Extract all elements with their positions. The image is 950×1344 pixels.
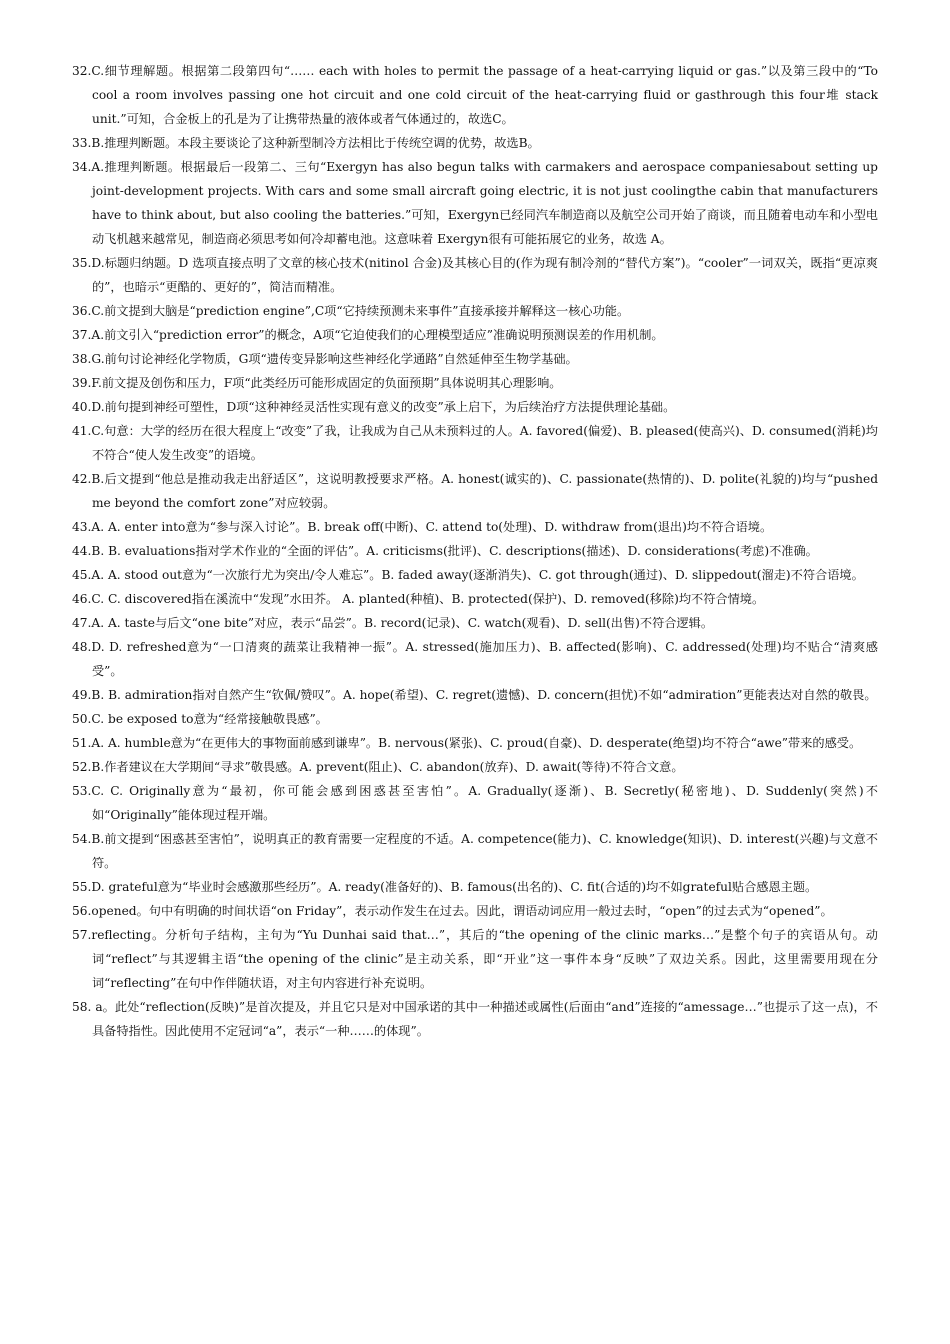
answer-item-38 — [72, 347, 878, 371]
item-number: 58. — [72, 1000, 92, 1014]
item-number: 39. — [72, 376, 92, 390]
answer-item-46 — [72, 587, 878, 611]
answer-item-52 — [72, 755, 878, 779]
answer-item-40 — [72, 395, 878, 419]
item-text: C.前文提到大脑是“prediction engine”,C项“它持续预测未来事件”直接承接并解释这一核心功能。 — [91, 304, 630, 318]
answer-item-57 — [72, 923, 878, 995]
item-number: 45. — [72, 568, 92, 582]
item-number: 47. — [72, 616, 92, 630]
answer-item-32 — [72, 59, 878, 131]
item-number: 46. — [72, 592, 92, 606]
answer-item-56 — [72, 899, 878, 923]
item-text: B. B. admiration指对自然产生“钦佩/赞叹”。A. hope(希望)、C. regret(遗憾)、D. concern(担忧)不如“admiration”更能表达对自然的敬畏。 — [91, 688, 877, 702]
item-text: C. C. Originally意为“最初，你可能会感到困惑甚至害怕”。A. Gradually(逐渐)、B. Secretly(秘密地)、D. Suddenly(突然)不如“Originally”能体现过程开端。 — [91, 784, 878, 822]
item-number: 57. — [72, 928, 92, 942]
item-text: F.前文提及创伤和压力，F项“此类经历可能形成固定的负面预期”具体说明其心理影响。 — [91, 376, 562, 390]
item-text: A.推理判断题。根据最后一段第二、三句“Exergyn has also begun talks with carmakers and aerospace companiesabout setting up joint-development projects. With cars and some small aircraft going electric, it is not just coolingthe cabin that manufacturers have to think about, but also cooling the batteries.”可知，Exergyn已经同汽车制造商以及航空公司开始了商谈，而且随着电动车和小型电动飞机越来越常见，制造商必须思考如何冷却蓄电池。这意味着 Exergyn很有可能拓展它的业务，故选 A。 — [91, 160, 878, 246]
answer-item-53 — [72, 779, 878, 827]
item-number: 44. — [72, 544, 92, 558]
item-number: 35. — [72, 256, 92, 270]
item-text: D.前句提到神经可塑性，D项“这种神经灵活性实现有意义的改变”承上启下，为后续治疗方法提供理论基础。 — [91, 400, 676, 414]
answer-item-42 — [72, 467, 878, 515]
item-number: 56. — [72, 904, 92, 918]
answer-item-45 — [72, 563, 878, 587]
item-number: 53. — [72, 784, 92, 798]
item-number: 52. — [72, 760, 92, 774]
answer-item-49 — [72, 683, 878, 707]
answer-item-43 — [72, 515, 878, 539]
item-text: B.前文提到“困惑甚至害怕”，说明真正的教育需要一定程度的不适。A. competence(能力)、C. knowledge(知识)、D. interest(兴趣)与文意不符。 — [91, 832, 878, 870]
answer-item-44 — [72, 539, 878, 563]
item-text: opened。句中有明确的时间状语“on Friday”，表示动作发生在过去。因此，谓语动词应用一般过去时，“open”的过去式为“opened”。 — [91, 904, 833, 918]
item-number: 50. — [72, 712, 92, 726]
item-text: B. B. evaluations指对学术作业的“全面的评估”。A. criticisms(批评)、C. descriptions(描述)、D. considerations(考虑)不准确。 — [91, 544, 818, 558]
item-number: 38. — [72, 352, 92, 366]
item-text: A. A. enter into意为“参与深入讨论”。B. break off(中断)、C. attend to(处理)、D. withdraw from(退出)均不符合语境。 — [91, 520, 773, 534]
answer-item-36 — [72, 299, 878, 323]
item-number: 49. — [72, 688, 92, 702]
answer-item-55 — [72, 875, 878, 899]
item-number: 54. — [72, 832, 92, 846]
item-number: 42. — [72, 472, 92, 486]
item-number: 51. — [72, 736, 92, 750]
answer-item-33 — [72, 131, 878, 155]
answer-item-37 — [72, 323, 878, 347]
answer-item-41 — [72, 419, 878, 467]
item-number: 48. — [72, 640, 92, 654]
item-text: D.标题归纳题。D 选项直接点明了文章的核心技术(nitinol 合金)及其核心目的(作为现有制冷剂的“替代方案”)。“cooler”一词双关，既指“更凉爽的”，也暗示“更酷的、更好的”，简洁而精准。 — [91, 256, 878, 294]
answer-item-35 — [72, 251, 878, 299]
item-text: B.作者建议在大学期间“寻求”敬畏感。A. prevent(阻止)、C. abandon(放弃)、D. await(等待)不符合文意。 — [91, 760, 684, 774]
answer-item-48 — [72, 635, 878, 683]
item-text: C.细节理解题。根据第二段第四句“…… each with holes to permit the passage of a heat-carrying liquid or gas.”以及第三段中的“To cool a room involves passing one hot circuit and one cold circuit of the heat-carrying fluid or gasthrough this four堆 stack unit.”可知，合金板上的孔是为了让携带热量的液体或者气体通过的，故选C。 — [91, 64, 878, 126]
answer-item-51 — [72, 731, 878, 755]
item-text: C. C. discovered指在溪流中“发现”水田芥。 A. planted(种植)、B. protected(保护)、D. removed(移除)均不符合情境。 — [91, 592, 765, 606]
answer-item-58 — [72, 995, 878, 1043]
item-text: B.后文提到“他总是推动我走出舒适区”，这说明教授要求严格。A. honest(诚实的)、C. passionate(热情的)、D. polite(礼貌的)均与“pushed me beyond the comfort zone”对应较弱。 — [91, 472, 878, 510]
item-text: A. A. taste与后文“one bite”对应，表示“品尝”。B. record(记录)、C. watch(观看)、D. sell(出售)不符合逻辑。 — [91, 616, 714, 630]
item-text: a。此处“reflection(反映)”是首次提及，并且它只是对中国承诺的其中一种描述或属性(后面由“and”连接的“amessage…”也提示了这一点)，不具备特指性。因此使用不定冠词“a”，表示“一种……的体现”。 — [91, 1000, 878, 1038]
answer-item-47 — [72, 611, 878, 635]
item-text: C.句意：大学的经历在很大程度上“改变”了我，让我成为自己从未预料过的人。A. favored(偏爱)、B. pleased(使高兴)、D. consumed(消耗)均不符合“使人发生改变”的语境。 — [91, 424, 878, 462]
item-number: 40. — [72, 400, 92, 414]
item-number: 37. — [72, 328, 92, 342]
answer-item-50 — [72, 707, 878, 731]
item-number: 32. — [72, 64, 92, 78]
item-text: G.前句讨论神经化学物质，G项“遗传变异影响这些神经化学通路”自然延伸至生物学基础。 — [91, 352, 578, 366]
answer-item-54 — [72, 827, 878, 875]
item-text: C. be exposed to意为“经常接触敬畏感”。 — [91, 712, 328, 726]
item-text: A. A. stood out意为“一次旅行尤为突出/令人难忘”。B. faded away(逐渐消失)、C. got through(通过)、D. slippedout(溜走)不符合语境。 — [91, 568, 864, 582]
item-number: 43. — [72, 520, 92, 534]
item-text: A.前文引入“prediction error”的概念，A项“它迫使我们的心理模型适应”准确说明预测误差的作用机制。 — [91, 328, 664, 342]
item-text: D. D. refreshed意为“一口清爽的蔬菜让我精神一振”。A. stressed(施加压力)、B. affected(影响)、C. addressed(处理)均不贴合“清爽感受”。 — [91, 640, 878, 678]
item-number: 33. — [72, 136, 92, 150]
item-number: 55. — [72, 880, 92, 894]
item-number: 36. — [72, 304, 92, 318]
item-number: 41. — [72, 424, 92, 438]
item-text: B.推理判断题。本段主要谈论了这种新型制冷方法相比于传统空调的优势，故选B。 — [91, 136, 540, 150]
item-text: A. A. humble意为“在更伟大的事物面前感到谦卑”。B. nervous(紧张)、C. proud(自豪)、D. desperate(绝望)均不符合“awe”带来的感受。 — [91, 736, 862, 750]
item-text: reflecting。分析句子结构，主句为“Yu Dunhai said that…”，其后的“the opening of the clinic marks…”是整个句子的宾语从句。动词“reflect”与其逻辑主语“the opening of the clinic”是主动关系，即“开业”这一事件本身“反映”了双边关系。因此，这里需要用现在分词“reflecting”在句中作伴随状语，对主句内容进行补充说明。 — [91, 928, 878, 990]
item-number: 34. — [72, 160, 92, 174]
answer-item-39 — [72, 371, 878, 395]
item-text: D. grateful意为“毕业时会感激那些经历”。A. ready(准备好的)、B. famous(出名的)、C. fit(合适的)均不如grateful贴合感恩主题。 — [91, 880, 818, 894]
answer-item-34 — [72, 155, 878, 251]
